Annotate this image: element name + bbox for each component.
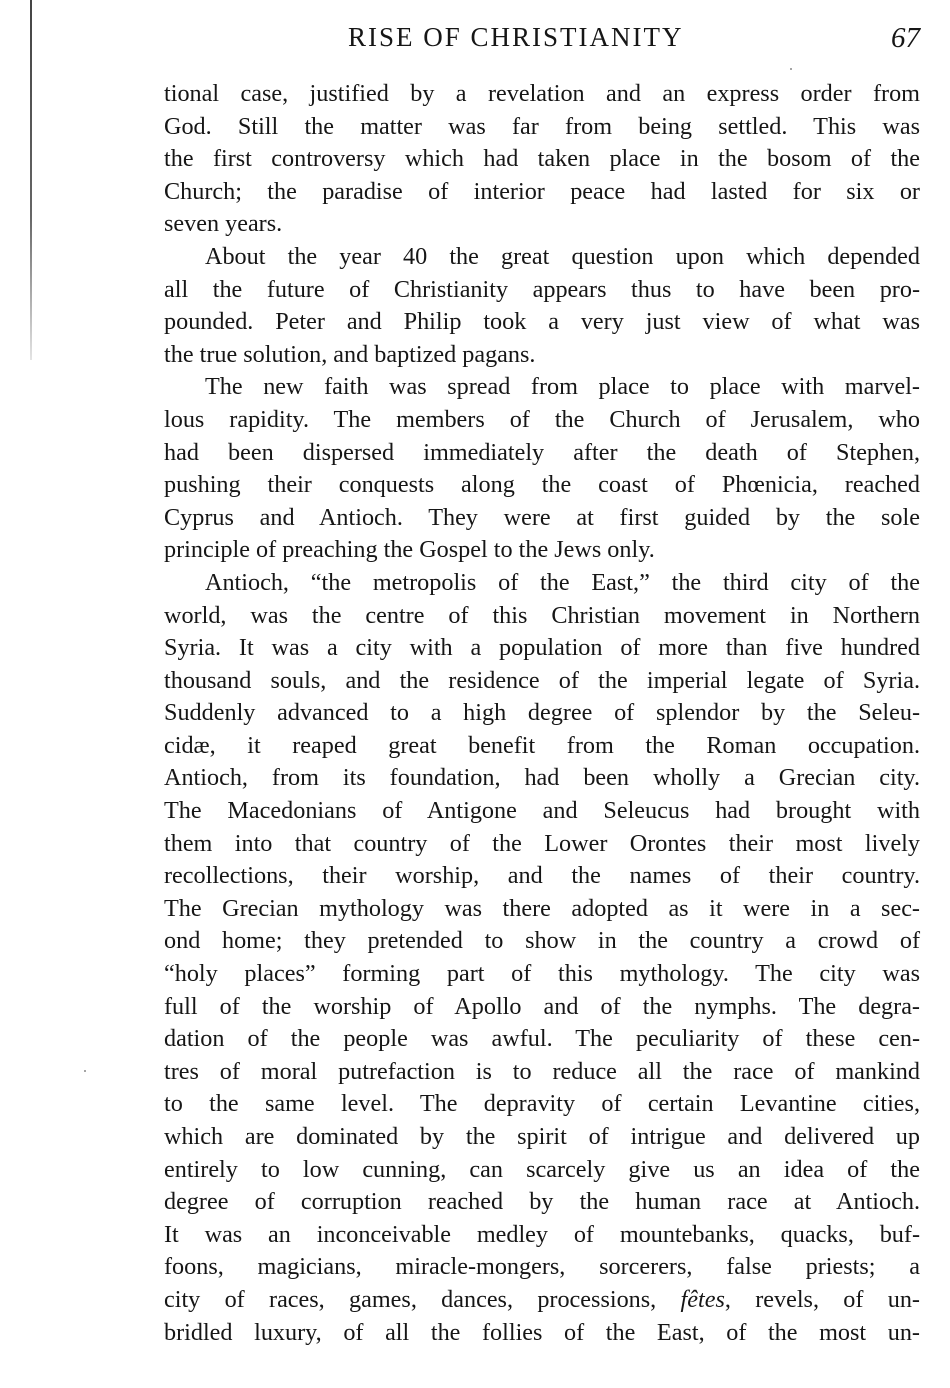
text-line: Syria. It was a city with a population of more than five hundred — [164, 634, 920, 662]
text-line: thousand souls, and the residence of the imperial legate of Syria. — [164, 666, 920, 694]
text-line: recollections, their worship, and the names of their country. — [164, 862, 920, 890]
text-line: tional case, justified by a revelation and an express order from — [164, 80, 920, 107]
text-line: principle of preaching the Gospel to the Jews only. — [164, 536, 655, 564]
text-line-mixed — [164, 1284, 920, 1317]
text-line: Suddenly advanced to a high degree of splendor by the Seleu- — [164, 699, 920, 727]
text-line: which are dominated by the spirit of intrigue and delivered up — [164, 1123, 920, 1150]
body-text — [164, 78, 920, 1349]
text-line: the true solution, and baptized pagans. — [164, 340, 536, 368]
text-line: pounded. Peter and Philip took a very just view of what was — [164, 308, 920, 336]
text-line: seven years. — [164, 210, 283, 238]
page-number: 67 — [891, 22, 920, 54]
text-line: had been dispersed immediately after the death of Stephen, — [164, 438, 920, 466]
text-line: It was an inconceivable medley of mountebanks, quacks, buf- — [164, 1220, 920, 1248]
text-line: About the year 40 the great question upon which depended — [205, 242, 920, 270]
text-line: “holy places” forming part of this mythology. The city was — [164, 960, 920, 988]
text-line: dation of the people was awful. The peculiarity of these cen- — [164, 1025, 920, 1053]
text-line: tres of moral putrefaction is to reduce all the race of mankind — [164, 1057, 920, 1085]
text-line: Antioch, from its foundation, had been wholly a Grecian city. — [164, 764, 920, 792]
italic-word: fêtes — [680, 1285, 725, 1313]
text-line: degree of corruption reached by the human race at Antioch. — [164, 1188, 920, 1216]
text-line: Antioch, “the metropolis of the East,” the third city of the — [205, 568, 920, 596]
text-line: cidæ, it reaped great benefit from the Roman occupation. — [164, 731, 920, 759]
text-line: pushing their conquests along the coast of Phœnicia, reached — [164, 471, 920, 499]
text-line: The Grecian mythology was there adopted as it were in a sec- — [164, 894, 920, 922]
text-line: entirely to low cunning, can scarcely give us an idea of the — [164, 1155, 920, 1183]
text-line: to the same level. The depravity of certain Levantine cities, — [164, 1090, 920, 1118]
text-line: world, was the centre of this Christian movement in Northern — [164, 601, 920, 629]
text-line: the first controversy which had taken place in the bosom of the — [164, 145, 920, 173]
running-title: RISE OF CHRISTIANITY — [348, 22, 684, 52]
page-binding-edge — [30, 0, 32, 360]
text-line: Church; the paradise of interior peace had lasted for six or — [164, 177, 920, 205]
text-line: all the future of Christianity appears thus to have been pro- — [164, 275, 920, 303]
text-line: The Macedonians of Antigone and Seleucus had brought with — [164, 797, 920, 825]
text-line: full of the worship of Apollo and of the nymphs. The degra- — [164, 992, 920, 1020]
text-line: ond home; they pretended to show in the country a crowd of — [164, 927, 920, 955]
text-run: city of races, games, dances, processions, — [164, 1285, 681, 1313]
text-line: The new faith was spread from place to place with marvel- — [205, 373, 920, 401]
text-line: foons, magicians, miracle-mongers, sorcerers, false priests; a — [164, 1253, 920, 1281]
text-run: , revels, of un- — [724, 1285, 920, 1313]
text-line: them into that country of the Lower Orontes their most lively — [164, 829, 920, 857]
text-line: lous rapidity. The members of the Church of Jerusalem, who — [164, 405, 920, 433]
text-line: God. Still the matter was far from being settled. This was — [164, 112, 920, 140]
text-line: bridled luxury, of all the follies of the East, of the most un- — [164, 1318, 920, 1346]
text-line: Cyprus and Antioch. They were at first guided by the sole — [164, 503, 920, 531]
paper-speck — [790, 68, 792, 70]
paper-speck — [84, 1070, 86, 1072]
running-head — [164, 22, 920, 62]
